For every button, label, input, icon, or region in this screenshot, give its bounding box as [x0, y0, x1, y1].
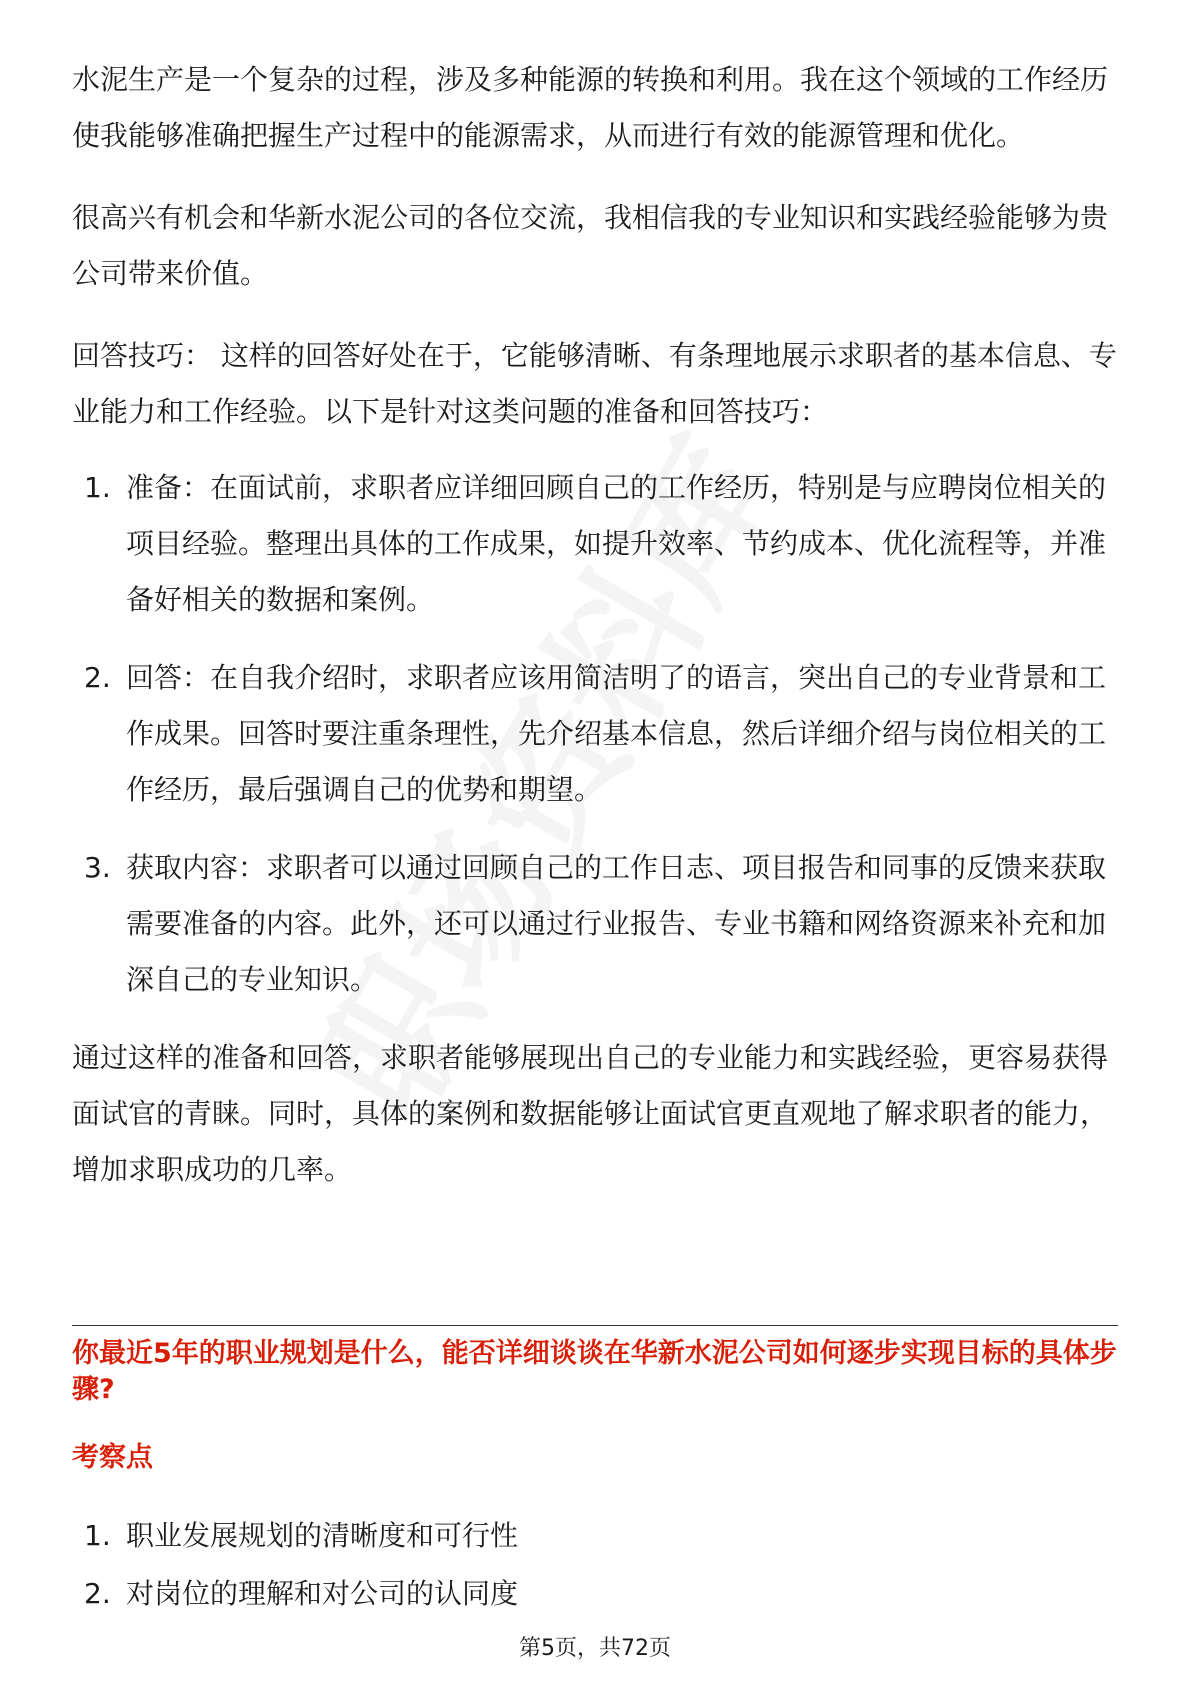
list-number: 2. — [84, 661, 111, 694]
list-item-text: 获取内容：求职者可以通过回顾自己的工作日志、项目报告和同事的反馈来获取需要准备的内容。此外，还可以通过行业报告、专业书籍和网络资源来补充和加深自己的专业知识。 — [126, 851, 1107, 996]
list-item — [72, 460, 1118, 628]
list-item — [72, 1566, 1118, 1622]
list-item — [72, 1508, 1118, 1564]
list-item — [72, 840, 1118, 1008]
list-number: 1. — [84, 471, 111, 504]
paragraph-energy: 水泥生产是一个复杂的过程，涉及多种能源的转换和利用。我在这个领域的工作经历使我能够准确把握生产过程中的能源需求，从而进行有效的能源管理和优化。 — [72, 63, 1109, 152]
list-item-text: 对岗位的理解和对公司的认同度 — [126, 1577, 519, 1610]
paragraph-answer-tips: 回答技巧： 这样的回答好处在于，它能够清晰、有条理地展示求职者的基本信息、专业能力和工作经验。以下是针对这类问题的准备和回答技巧： — [72, 339, 1117, 428]
list-number: 3. — [84, 851, 111, 884]
list-item — [72, 650, 1118, 818]
assessment-points-list — [72, 1508, 1118, 1624]
page-number-footer: 第5页，共72页 — [519, 1636, 671, 1661]
question-title: 你最近5年的职业规划是什么，能否详细谈谈在华新水泥公司如何逐步实现目标的具体步骤? — [72, 1338, 1117, 1405]
paragraph-summary: 通过这样的准备和回答，求职者能够展现出自己的专业能力和实践经验，更容易获得面试官的青睐。同时，具体的案例和数据能够让面试官更直观地了解求职者的能力，增加求职成功的几率。 — [72, 1041, 1109, 1186]
list-item-text: 职业发展规划的清晰度和可行性 — [126, 1519, 519, 1552]
list-item-text: 准备：在面试前，求职者应详细回顾自己的工作经历，特别是与应聘岗位相关的项目经验。整理出具体的工作成果，如提升效率、节约成本、优化流程等，并准备好相关的数据和案例。 — [126, 471, 1107, 616]
section-divider — [72, 1325, 1118, 1326]
paragraph-closing-intro: 很高兴有机会和华新水泥公司的各位交流，我相信我的专业知识和实践经验能够为贵公司带来价值。 — [72, 201, 1109, 290]
tips-list — [72, 460, 1118, 1008]
list-item-text: 回答：在自我介绍时，求职者应该用简洁明了的语言，突出自己的专业背景和工作成果。回答时要注重条理性，先介绍基本信息，然后详细介绍与岗位相关的工作经历，最后强调自己的优势和期望。 — [126, 661, 1107, 806]
question-subheading: 考察点 — [72, 1442, 153, 1473]
list-number: 1. — [84, 1519, 111, 1552]
list-number: 2. — [84, 1577, 111, 1610]
main-content — [72, 52, 1118, 1224]
